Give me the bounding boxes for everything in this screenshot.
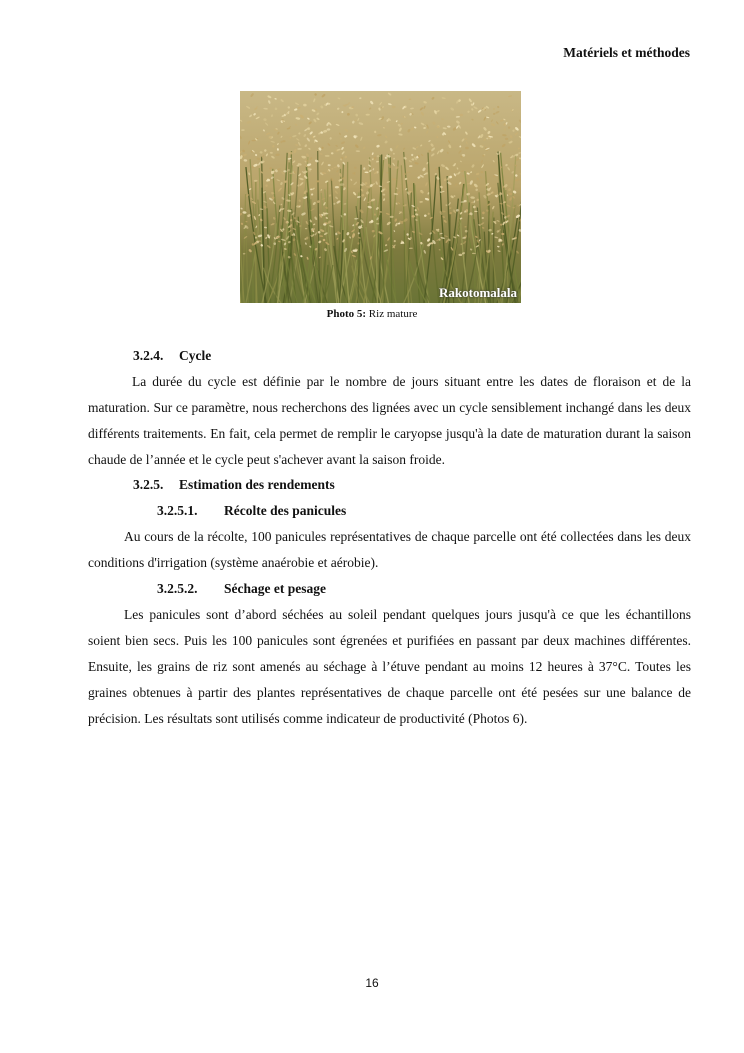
paragraph-cycle: La durée du cycle est définie par le nombre de jours situant entre les dates de floraison et de la maturation. Sur ce paramètre, nous recherchons des lignées avec un cycle sensiblement inchangé dans les deux différents traitements. En fait, cela permet de remplir le caryopse jusqu'à la date de maturation durant la saison chaude de l’année et le cycle peut s'achever avant la saison froide.	[88, 374, 691, 467]
heading-number: 3.2.5.1.	[157, 503, 198, 518]
page-number: 16	[365, 976, 379, 990]
heading-number: 3.2.5.2.	[157, 581, 198, 596]
rice-photo	[240, 91, 521, 303]
heading-title: Séchage et pesage	[224, 581, 326, 596]
heading-3-2-5	[133, 477, 335, 493]
paragraph-recolte: Au cours de la récolte, 100 panicules représentatives de chaque parcelle ont été collectées dans les deux conditions d'irrigation (système anaérobie et aérobie).	[88, 529, 691, 570]
heading-title: Cycle	[179, 348, 212, 363]
heading-number: 3.2.4.	[133, 348, 164, 363]
heading-number: 3.2.5.	[133, 477, 164, 492]
heading-3-2-4	[133, 348, 211, 364]
paragraph-sechage: Les panicules sont d’abord séchées au soleil pendant quelques jours jusqu'à ce que les échantillons soient bien secs. Puis les 100 panicules sont égrenées et purifiées en passant par deux machines différentes. Ensuite, les grains de riz sont amenés au séchage à l’étuve pendant au moins 12 heures à 37°C. Toutes les graines obtenues à partir des plantes représentatives de chaque parcelle ont été pesées sur une balance de précision. Les résultats sont utilisés comme indicateur de productivité (Photos 6).	[88, 607, 691, 726]
heading-3-2-5-2	[157, 581, 326, 597]
photo-credit: Rakotomalala	[439, 285, 517, 300]
mature-rice-image	[240, 91, 521, 303]
heading-3-2-5-1	[157, 503, 346, 519]
caption-text: Riz mature	[366, 308, 418, 320]
heading-title: Estimation des rendements	[179, 477, 335, 492]
caption-label: Photo 5:	[326, 308, 367, 320]
running-header: Matériels et méthodes	[563, 45, 690, 60]
heading-title: Récolte des panicules	[224, 503, 347, 518]
photo-caption	[0, 308, 744, 320]
